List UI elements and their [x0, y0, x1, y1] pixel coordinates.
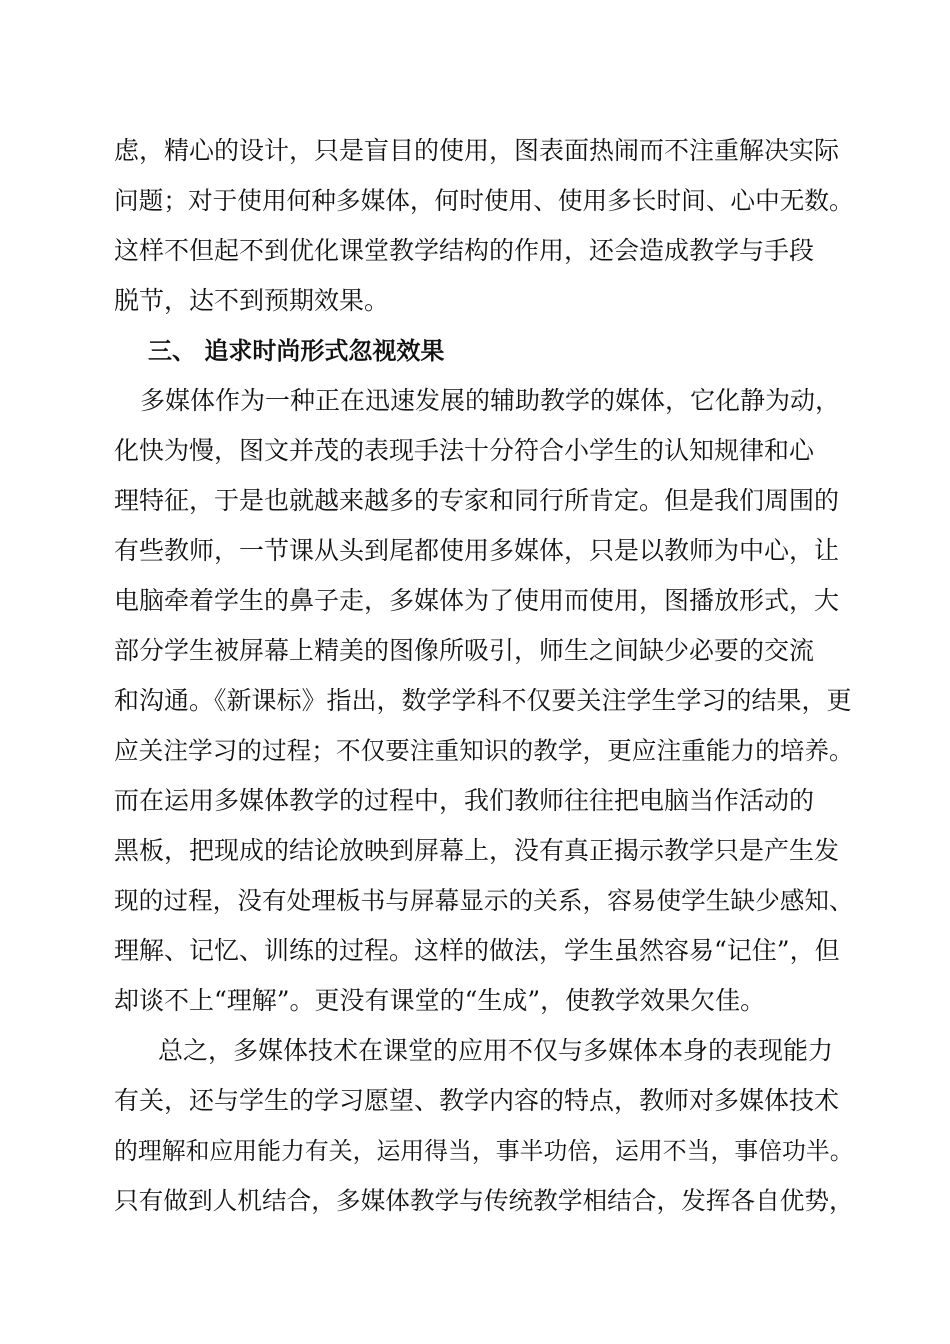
text-line-17: 理解、记忆、训练的过程。这样的做法，学生虽然容易“记住”，但	[114, 936, 840, 965]
text-line-7: 化快为慢，图文并茂的表现手法十分符合小学生的认知规律和心	[114, 436, 815, 465]
text-line-19: 总之，多媒体技术在课堂的应用不仅与多媒体本身的表现能力	[158, 1036, 834, 1065]
text-line-22: 只有做到人机结合，多媒体教学与传统教学相结合，发挥各自优势，	[114, 1186, 854, 1215]
text-line-16: 现的过程，没有处理板书与屏幕显示的关系，容易使学生缺少感知、	[114, 886, 854, 915]
text-line-3: 这样不但起不到优化课堂教学结构的作用，还会造成教学与手段	[114, 236, 815, 265]
text-line-9: 有些教师，一节课从头到尾都使用多媒体，只是以教师为中心，让	[114, 536, 840, 565]
text-line-20: 有关，还与学生的学习愿望、教学内容的特点，教师对多媒体技术	[114, 1086, 840, 1115]
text-line-8: 理特征，于是也就越来越多的专家和同行所肯定。但是我们周围的	[114, 486, 840, 515]
text-line-2: 问题；对于使用何种多媒体，何时使用、使用多长时间、心中无数。	[114, 186, 854, 215]
section-heading: 三、 追求时尚形式忽视效果	[148, 337, 445, 365]
text-line-12: 和沟通。《新课标》指出，数学学科不仅要关注学生学习的结果，更	[114, 686, 852, 715]
text-line-10: 电脑牵着学生的鼻子走，多媒体为了使用而使用，图播放形式，大	[114, 586, 840, 615]
text-line-6: 多媒体作为一种正在迅速发展的辅助教学的媒体，它化静为动，	[140, 386, 841, 415]
text-line-13: 应关注学习的过程；不仅要注重知识的教学，更应注重能力的培养。	[114, 736, 854, 765]
text-line-15: 黑板，把现成的结论放映到屏幕上，没有真正揭示教学只是产生发	[114, 836, 840, 865]
text-line-4: 脱节，达不到预期效果。	[114, 286, 390, 315]
text-line-11: 部分学生被屏幕上精美的图像所吸引，师生之间缺少必要的交流	[114, 636, 815, 665]
text-line-14: 而在运用多媒体教学的过程中，我们教师往往把电脑当作活动的	[114, 786, 815, 815]
text-line-1: 虑，精心的设计，只是盲目的使用，图表面热闹而不注重解决实际	[114, 136, 840, 165]
text-line-18: 却谈不上“理解”。更没有课堂的“生成”，使教学效果欠佳。	[114, 986, 766, 1015]
text-line-21: 的理解和应用能力有关，运用得当，事半功倍，运用不当，事倍功半。	[114, 1137, 854, 1165]
